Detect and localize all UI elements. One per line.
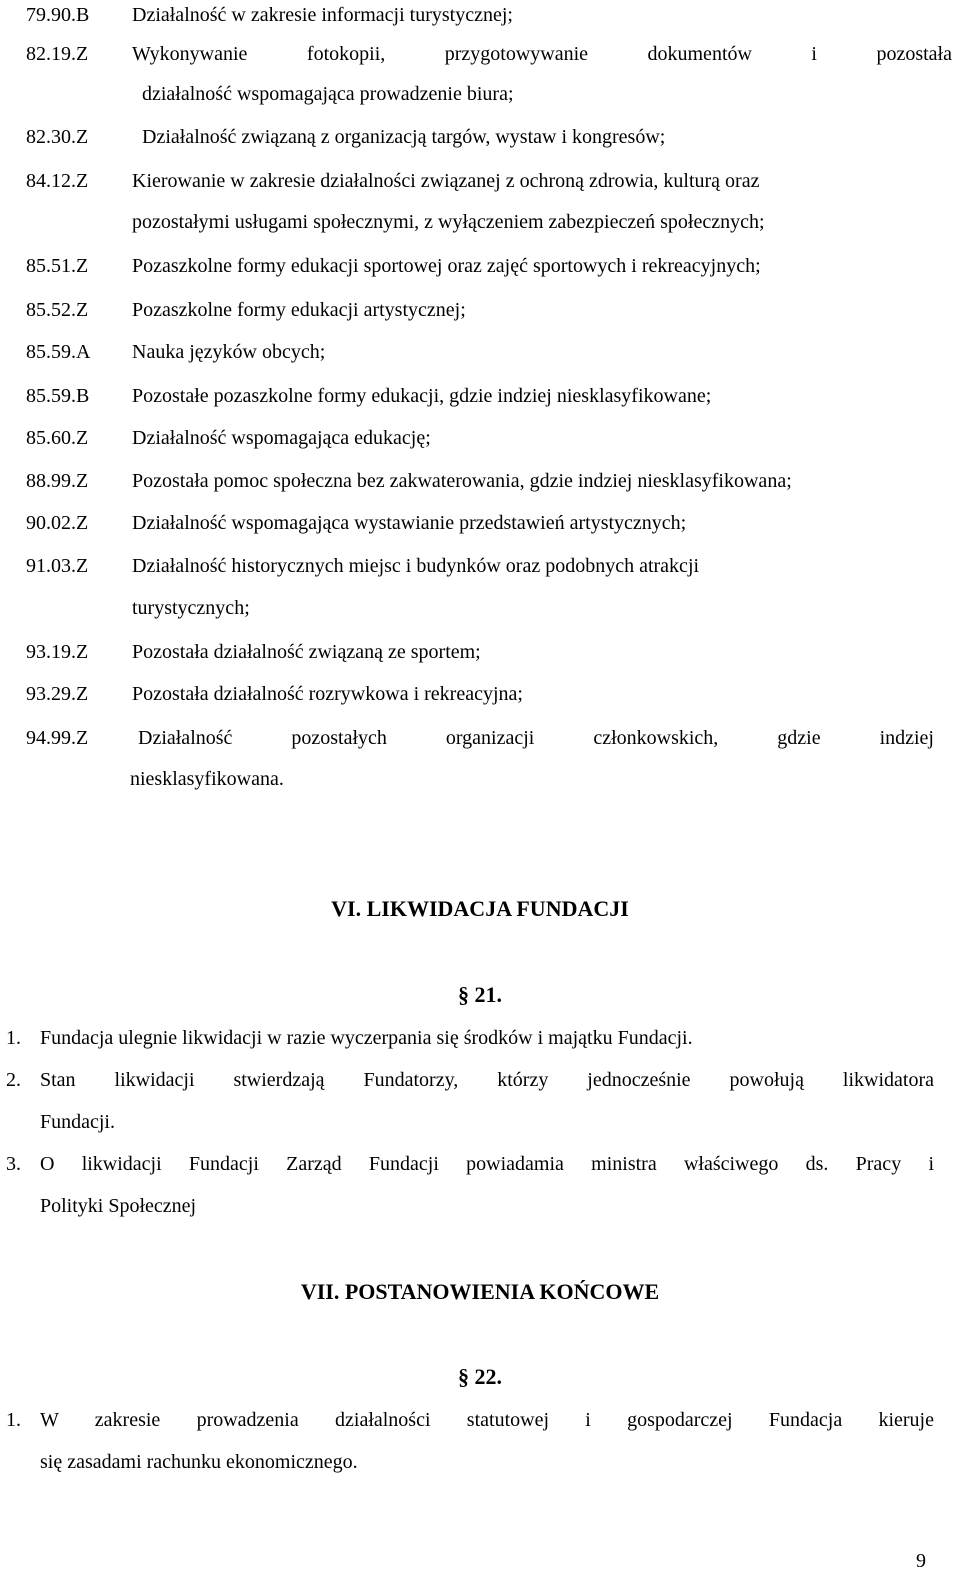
pkd-code: 93.19.Z (26, 641, 89, 663)
list-item-text: W zakresie prowadzenia działalności statutowej i gospodarczej Fundacja kieruje (40, 1409, 934, 1431)
section-heading: VII. POSTANOWIENIA KOŃCOWE (300, 1279, 660, 1304)
pkd-code: 79.90.B (26, 4, 90, 26)
list-item (0, 1060, 960, 1100)
list-item (0, 1144, 960, 1184)
pkd-code: 88.99.Z (26, 470, 89, 492)
pkd-description: Pozostała działalność związaną ze sportem; (132, 641, 481, 663)
pkd-code: 94.99.Z (26, 727, 89, 749)
pkd-row (0, 246, 960, 286)
list-item-text: Fundacja ulegnie likwidacji w razie wyczerpania się środków i majątku Fundacji. (40, 1027, 693, 1049)
list-item-text-continuation: Polityki Społecznej (40, 1195, 197, 1217)
pkd-description: Pozaszkolne formy edukacji artystycznej; (132, 299, 466, 321)
paragraph-number: § 21. (458, 982, 502, 1007)
pkd-row (0, 546, 960, 586)
pkd-description-continuation: niesklasyfikowana. (130, 768, 284, 790)
pkd-row (0, 0, 960, 35)
pkd-row (0, 632, 960, 672)
section-heading: VI. LIKWIDACJA FUNDACJI (331, 896, 629, 921)
pkd-code: 85.60.Z (26, 427, 89, 449)
pkd-code: 85.59.A (26, 341, 91, 363)
list-item-number: 1. (6, 1027, 21, 1049)
pkd-description: Pozaszkolne formy edukacji sportowej oraz zajęć sportowych i rekreacyjnych; (132, 255, 761, 277)
list-item-continuation (0, 1442, 960, 1482)
pkd-code: 82.30.Z (26, 126, 89, 148)
list-item (0, 1400, 960, 1440)
pkd-code: 85.51.Z (26, 255, 89, 277)
pkd-description: Nauka języków obcych; (132, 341, 326, 363)
pkd-description-continuation: turystycznych; (132, 597, 250, 619)
list-item-text: Stan likwidacji stwierdzają Fundatorzy, którzy jednocześnie powołują likwidatora (40, 1069, 934, 1091)
pkd-description: Działalność związaną z organizacją targów, wystaw i kongresów; (142, 126, 666, 148)
pkd-row (0, 117, 960, 157)
pkd-code: 85.52.Z (26, 299, 89, 321)
pkd-description: Działalność wspomagająca edukację; (132, 427, 431, 449)
pkd-code: 84.12.Z (26, 170, 89, 192)
list-item-number: 2. (6, 1069, 21, 1091)
pkd-code: 90.02.Z (26, 512, 89, 534)
pkd-row (0, 503, 960, 543)
pkd-description-continuation: pozostałymi usługami społecznymi, z wyłączeniem zabezpieczeń społecznych; (132, 211, 765, 233)
pkd-row (0, 290, 960, 330)
pkd-row-continuation (0, 202, 960, 242)
pkd-description-continuation: działalność wspomagająca prowadzenie biura; (142, 83, 514, 105)
pkd-row (0, 674, 960, 714)
paragraph-number: § 22. (458, 1364, 502, 1389)
pkd-code: 85.59.B (26, 385, 90, 407)
list-item (0, 1018, 960, 1058)
pkd-row (0, 161, 960, 201)
list-item-text-continuation: się zasadami rachunku ekonomicznego. (40, 1451, 358, 1473)
list-item-text-continuation: Fundacji. (40, 1111, 115, 1133)
pkd-description: Działalność pozostałych organizacji członkowskich, gdzie indziej (138, 727, 934, 749)
pkd-description: Wykonywanie fotokopii, przygotowywanie dokumentów i pozostała (132, 43, 952, 65)
pkd-description: Pozostała działalność rozrywkowa i rekreacyjna; (132, 683, 523, 705)
pkd-row (0, 34, 960, 74)
pkd-row (0, 332, 960, 372)
pkd-code: 93.29.Z (26, 683, 89, 705)
pkd-row (0, 418, 960, 458)
pkd-description: Pozostała pomoc społeczna bez zakwaterowania, gdzie indziej niesklasyfikowana; (132, 470, 792, 492)
page-number: 9 (916, 1550, 926, 1572)
pkd-code: 91.03.Z (26, 555, 89, 577)
pkd-description: Działalność historycznych miejsc i budynków oraz podobnych atrakcji (132, 555, 700, 577)
pkd-description: Kierowanie w zakresie działalności związanej z ochroną zdrowia, kulturą oraz (132, 170, 760, 192)
pkd-row-continuation (0, 588, 960, 628)
pkd-description: Działalność w zakresie informacji turystycznej; (132, 4, 513, 26)
pkd-description: Pozostałe pozaszkolne formy edukacji, gdzie indziej niesklasyfikowane; (132, 385, 712, 407)
list-item-text: O likwidacji Fundacji Zarząd Fundacji powiadamia ministra właściwego ds. Pracy i (40, 1153, 934, 1175)
pkd-description: Działalność wspomagająca wystawianie przedstawień artystycznych; (132, 512, 687, 534)
list-item-number: 1. (6, 1409, 21, 1431)
list-item-continuation (0, 1102, 960, 1142)
pkd-code: 82.19.Z (26, 43, 89, 65)
pkd-row-continuation (0, 74, 960, 114)
pkd-row (0, 461, 960, 501)
pkd-row (0, 376, 960, 416)
list-item-number: 3. (6, 1153, 21, 1175)
pkd-row-continuation (0, 759, 960, 799)
pkd-row (0, 718, 960, 758)
list-item-continuation (0, 1186, 960, 1226)
